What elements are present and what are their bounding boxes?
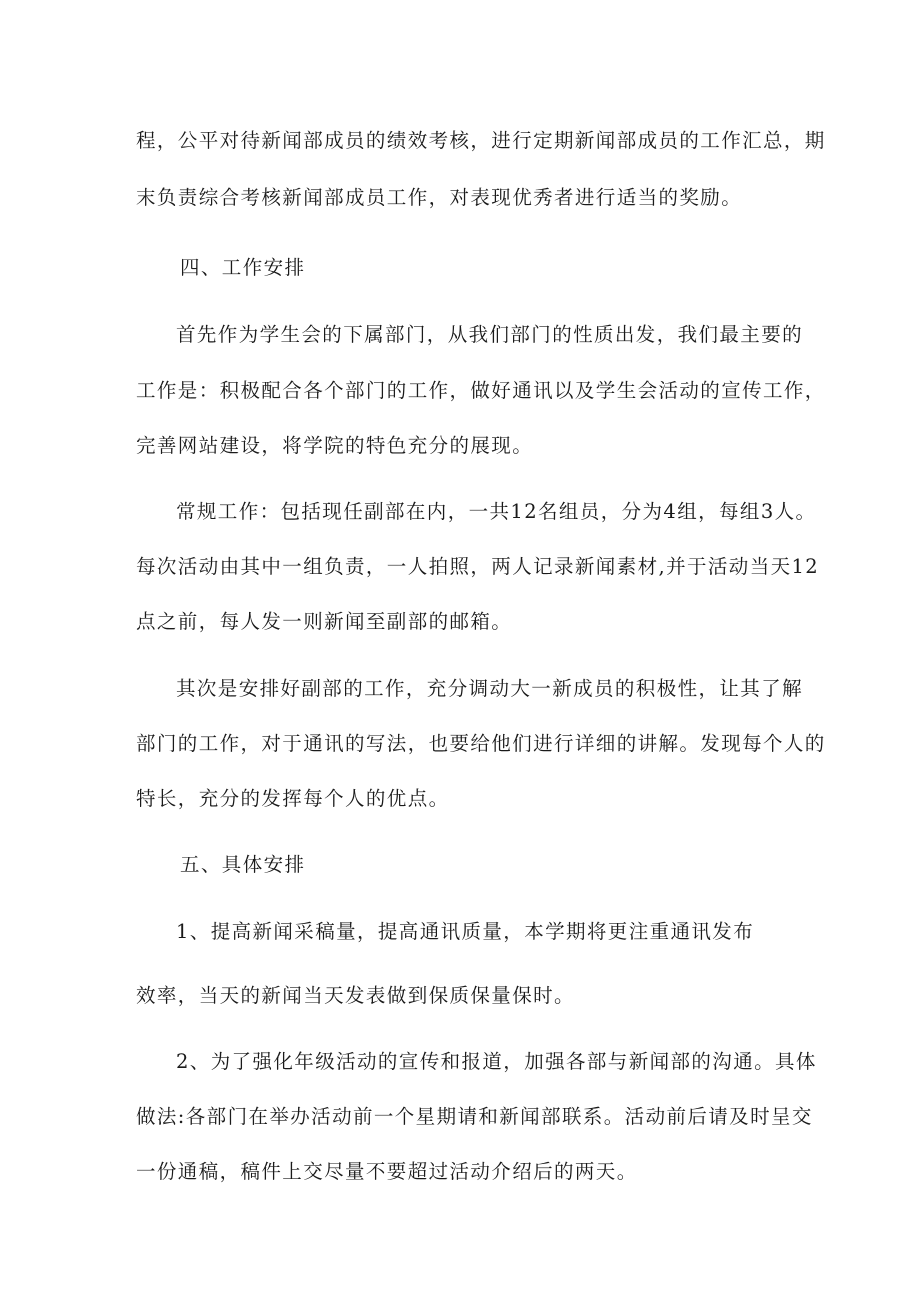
paragraph-line: 部门的工作，对于通讯的写法，也要给他们进行详细的讲解。发现每个人的 [136, 732, 826, 755]
paragraph-line: 工作是：积极配合各个部门的工作，做好通讯以及学生会活动的宣传工作， [136, 379, 826, 402]
paragraph-line: 程，公平对待新闻部成员的绩效考核，进行定期新闻部成员的工作汇总，期 [136, 129, 826, 152]
paragraph-line: 末负责综合考核新闻部成员工作，对表现优秀者进行适当的奖励。 [136, 186, 743, 209]
paragraph-line: 效率，当天的新闻当天发表做到保质保量保时。 [136, 984, 575, 1007]
paragraph-line: 首先作为学生会的下属部门，从我们部门的性质出发，我们最主要的 [176, 323, 804, 346]
paragraph-line: 其次是安排好副部的工作，充分调动大一新成员的积极性，让其了解 [176, 677, 804, 700]
paragraph-line: 2、为了强化年级活动的宣传和报道，加强各部与新闻部的沟通。具体 [176, 1050, 817, 1073]
paragraph-line: 一份通稿，稿件上交尽量不要超过活动介绍后的两天。 [136, 1160, 638, 1183]
paragraph-line: 特长，充分的发挥每个人的优点。 [136, 787, 450, 810]
section-heading: 五、具体安排 [180, 853, 306, 876]
paragraph-line: 每次活动由其中一组负责，一人拍照，两人记录新闻素材,并于活动当天12 [136, 555, 820, 578]
paragraph-line: 1、提高新闻采稿量，提高通讯质量，本学期将更注重通讯发布 [176, 920, 755, 943]
section-heading: 四、工作安排 [180, 256, 306, 279]
paragraph-line: 点之前，每人发一则新闻至副部的邮箱。 [136, 610, 513, 633]
paragraph-line: 完善网站建设，将学院的特色充分的展现。 [136, 434, 534, 457]
paragraph-line: 做法:各部门在举办活动前一个星期请和新闻部联系。活动前后请及时呈交 [136, 1105, 813, 1128]
paragraph-line: 常规工作：包括现任副部在内，一共12名组员，分为4组，每组3人。 [176, 500, 817, 523]
